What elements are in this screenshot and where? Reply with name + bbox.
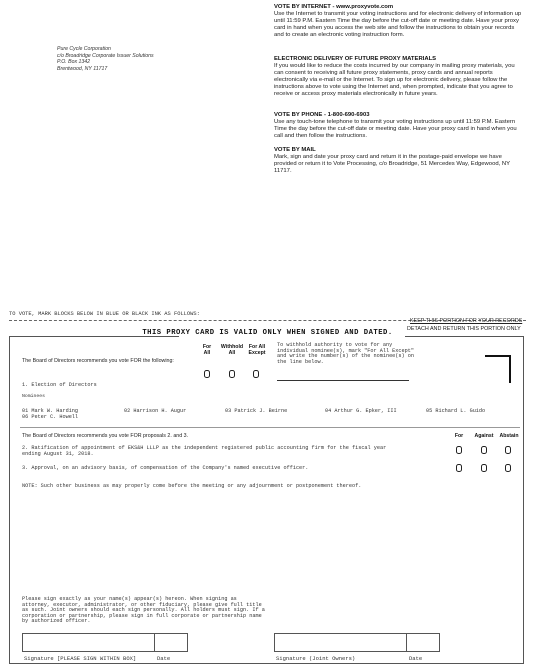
board-recommendation-2: The Board of Directors recommends you vote FOR proposals 2. and 3. [22, 433, 189, 439]
return-address-line1: Pure Cycle Corporation [57, 46, 111, 52]
vote-mail-section [274, 147, 524, 175]
withhold-instruction: To withhold authority to vote for any individual nominee(s), mark "For All Except" and write the number(s) of the nominee(s) on the line below. [277, 342, 414, 365]
nominee-1: 01 Mark W. Harding [22, 408, 79, 414]
vote-internet-heading: VOTE BY INTERNET - www.proxyvote.com [274, 4, 394, 10]
return-address-line3: P.O. Box 1342 [57, 59, 91, 66]
signing-instructions: Please sign exactly as your name(s) appear(s) hereon. When signing as attorney, executor, administrator, or other fiduciary, please give full title as such. Joint owners should each sign personally. All holders must sign. If a corporation or partnership, please sign in full corporate or partnership name by authorized officer. [22, 596, 265, 625]
nominee-2: 02 Harrison H. Augur [124, 408, 187, 414]
except-nominee-line[interactable] [277, 380, 409, 381]
proposal-2-abstain-checkbox[interactable] [505, 446, 511, 454]
electronic-delivery-section [274, 56, 524, 99]
nominee-5: 05 Richard L. Guido [426, 408, 486, 414]
for-all-header: For All [202, 344, 212, 356]
signature-box[interactable] [22, 633, 155, 652]
joint-date-label: Date [409, 655, 423, 662]
vote-phone-body: Use any touch-tone telephone to transmit your voting instructions up until 11:59 P.M. Eastern Time the day before the cut-off date or meeting date. Have your proxy card in hand when you call and then follow the instructions. [274, 119, 517, 140]
to-vote-instruction: TO VOTE, MARK BLOCKS BELOW IN BLUE OR BLACK INK AS FOLLOWS: [9, 311, 200, 317]
proposal-3-against-checkbox[interactable] [481, 464, 487, 472]
against-header: Against [474, 433, 494, 439]
electronic-delivery-heading: ELECTRONIC DELIVERY OF FUTURE PROXY MATERIALS [274, 56, 437, 62]
detach-portion-label: DETACH AND RETURN THIS PORTION ONLY [407, 326, 521, 332]
nominee-3: 03 Patrick J. Beirne [225, 408, 288, 414]
board-recommendation-1 [22, 358, 192, 364]
valid-notice: THIS PROXY CARD IS VALID ONLY WHEN SIGNED AND DATED. [142, 329, 393, 337]
nominee-4: 04 Arthur G. Epker, III [325, 408, 397, 414]
for-all-except-header: For All Except [248, 344, 266, 356]
nominees-label: Nominees [22, 394, 46, 399]
proposal-3: 3. Approval, on an advisory basis, of compensation of the Company's named executive officer. [22, 465, 309, 471]
abstain-header: Abstain [499, 433, 519, 439]
joint-signature-box[interactable] [274, 633, 407, 652]
signature-date-box[interactable] [154, 633, 188, 652]
for-header: For [454, 433, 464, 439]
corner-mark [485, 355, 511, 383]
for-all-except-checkbox[interactable] [253, 370, 259, 378]
return-address-line4: Brentwood, NY 11717 [57, 65, 108, 72]
joint-signature-date-box[interactable] [406, 633, 440, 652]
vote-internet-body: Use the Internet to transmit your voting instructions and for electronic delivery of information up until 11:59 P.M. Eastern Time the day before the cut-off date or meeting date. Have your proxy card in hand when you access the web site and follow the instructions to obtain your records and to create an electronic voting instruction form. [274, 11, 522, 39]
board-recommendation-1-text: The Board of Directors recommends you vote FOR the following: [22, 358, 174, 364]
proposal-3-for-checkbox[interactable] [456, 464, 462, 472]
nominee-6: 06 Peter C. Howell [22, 414, 79, 420]
joint-signature-label: Signature (Joint Owners) [276, 655, 356, 662]
vote-mail-heading: VOTE BY MAIL [274, 147, 316, 153]
vote-phone-section [274, 112, 524, 140]
electronic-delivery-body: If you would like to reduce the costs incurred by our company in mailing proxy materials, you can consent to receiving all future proxy statements, proxy cards and annual reports electronically via e-mail or the Internet. To sign up for electronic delivery, please follow the instructions above to vote using the Internet and, when prompted, indicate that you agree to receive or access proxy materials electronically in future years. [274, 63, 515, 98]
return-address-line2: c/o Broadridge Corporate Issuer Solutions [57, 52, 154, 59]
note-text: NOTE: Such other business as may properly come before the meeting or any adjournment or postponement thereof. [22, 483, 362, 489]
keep-portion-label: KEEP THIS PORTION FOR YOUR RECORDS [410, 318, 523, 324]
proposal-2-against-checkbox[interactable] [481, 446, 487, 454]
election-of-directors: 1. Election of Directors [22, 382, 97, 388]
proposal-2-for-checkbox[interactable] [456, 446, 462, 454]
vote-phone-heading: VOTE BY PHONE - 1-800-690-6903 [274, 112, 370, 118]
withhold-all-header: Withhold All [220, 344, 244, 356]
signature-label: Signature [PLEASE SIGN WITHIN BOX] [24, 655, 137, 662]
vote-mail-body: Mark, sign and date your proxy card and return it in the postage-paid envelope we have provided or return it to Vote Processing, c/o Broadridge, 51 Mercedes Way, Edgewood, NY 11717. [274, 154, 510, 175]
return-address [57, 46, 154, 72]
proposal-2: 2. Ratification of appointment of EKS&H LLLP as the independent registered public accounting firm for the fiscal year ending August 31, 2018. [22, 445, 387, 457]
date-label: Date [157, 655, 171, 662]
for-all-checkbox[interactable] [204, 370, 210, 378]
proposal-3-abstain-checkbox[interactable] [505, 464, 511, 472]
withhold-all-checkbox[interactable] [229, 370, 235, 378]
vote-internet-section [274, 4, 524, 39]
section-divider [20, 427, 520, 428]
